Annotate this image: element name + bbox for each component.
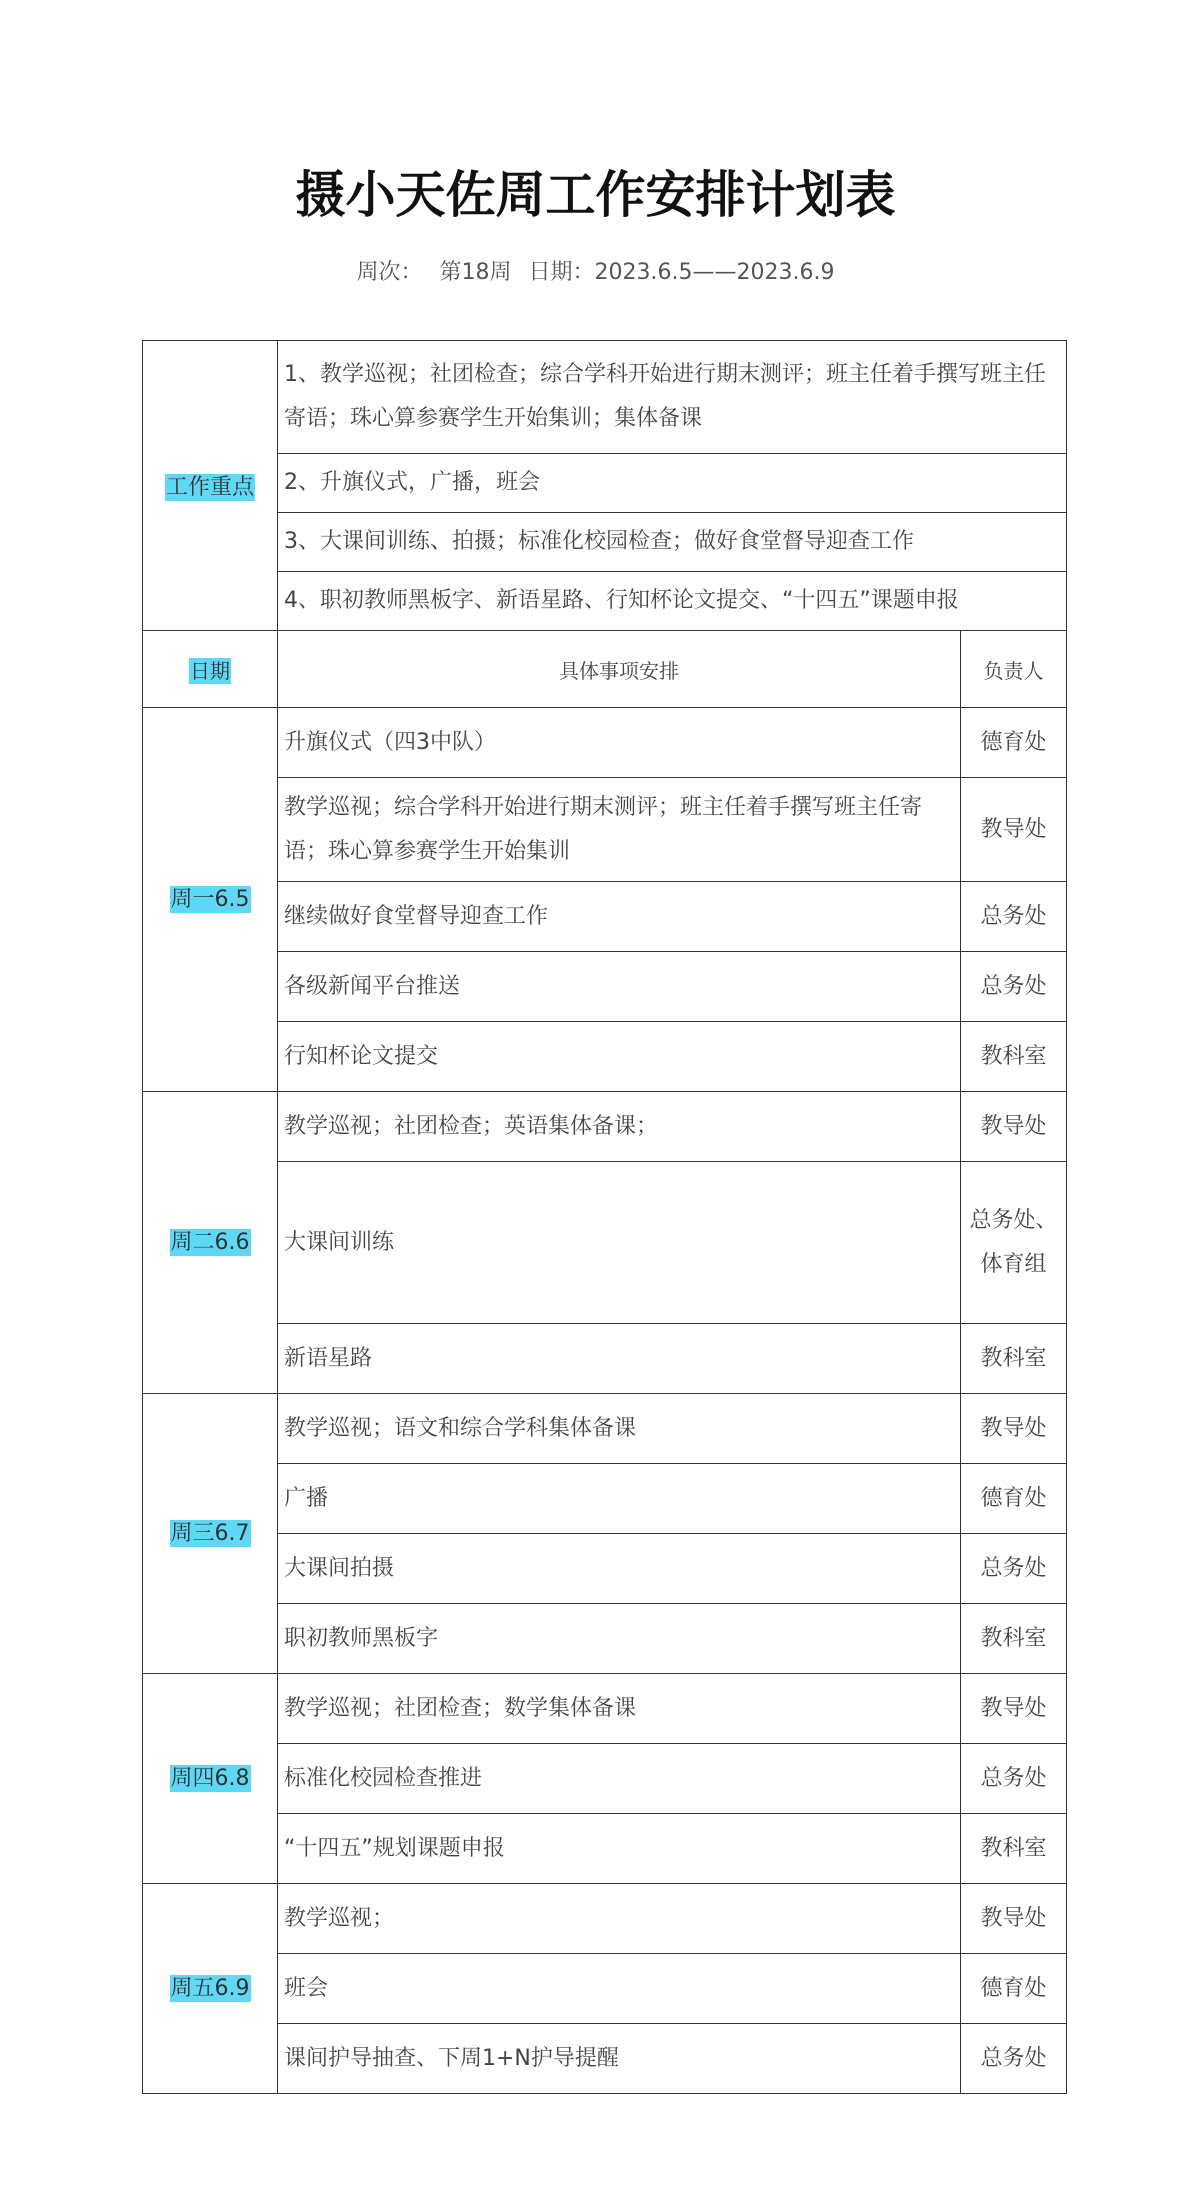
owner-cell: 教导处 <box>961 778 1067 882</box>
task-cell: 班会 <box>278 1954 961 2024</box>
date-header-label: 日期 <box>190 658 230 683</box>
day-cell <box>143 1674 278 1884</box>
table-row <box>143 1954 1067 2024</box>
owner-cell: 教科室 <box>961 1324 1067 1394</box>
task-cell: 教学巡视；社团检查；英语集体备课； <box>278 1092 961 1162</box>
table-row <box>143 1022 1067 1092</box>
task-cell: 新语星路 <box>278 1324 961 1394</box>
day-cell <box>143 1092 278 1394</box>
table-row <box>143 778 1067 882</box>
day-cell <box>143 1884 278 2094</box>
task-cell: 大课间拍摄 <box>278 1534 961 1604</box>
day-cell <box>143 1394 278 1674</box>
task-cell: 教学巡视；综合学科开始进行期末测评；班主任着手撰写班主任寄语；珠心算参赛学生开始集训 <box>278 778 961 882</box>
table-row <box>143 1674 1067 1744</box>
task-cell: 职初教师黑板字 <box>278 1604 961 1674</box>
task-cell: 各级新闻平台推送 <box>278 952 961 1022</box>
task-cell: 教学巡视； <box>278 1884 961 1954</box>
table-row <box>143 1162 1067 1324</box>
owner-cell: 总务处 <box>961 2024 1067 2094</box>
week-label: 周次： <box>356 260 423 285</box>
table-row <box>143 882 1067 952</box>
table-row <box>143 1604 1067 1674</box>
task-cell: 继续做好食堂督导迎查工作 <box>278 882 961 952</box>
focus-row <box>143 454 1067 513</box>
table-header-row <box>143 631 1067 708</box>
day-label: 周二6.6 <box>170 1229 250 1255</box>
owner-cell: 教科室 <box>961 1604 1067 1674</box>
task-cell: 大课间训练 <box>278 1162 961 1324</box>
day-label: 周一6.5 <box>170 886 250 912</box>
table-row <box>143 1534 1067 1604</box>
task-cell: 广播 <box>278 1464 961 1534</box>
focus-row <box>143 341 1067 454</box>
owner-cell: 教导处 <box>961 1394 1067 1464</box>
page-title: 摄小天佐周工作安排计划表 <box>295 166 896 224</box>
focus-label: 工作重点 <box>165 475 254 500</box>
date-label: 日期： <box>528 260 595 285</box>
task-cell: 行知杯论文提交 <box>278 1022 961 1092</box>
owner-cell: 总务处 <box>961 952 1067 1022</box>
task-header: 具体事项安排 <box>278 631 961 708</box>
focus-item: 4、职初教师黑板字、新语星路、行知杯论文提交、“十四五”课题申报 <box>278 572 1067 631</box>
day-label: 周四6.8 <box>170 1765 250 1791</box>
table-row <box>143 1814 1067 1884</box>
day-label: 周三6.7 <box>170 1520 250 1546</box>
table-row <box>143 708 1067 778</box>
task-cell: 教学巡视；社团检查；数学集体备课 <box>278 1674 961 1744</box>
table-row <box>143 1324 1067 1394</box>
owner-cell: 德育处 <box>961 1954 1067 2024</box>
owner-cell: 总务处 <box>961 1744 1067 1814</box>
focus-item: 3、大课间训练、拍摄；标准化校园检查；做好食堂督导迎查工作 <box>278 513 1067 572</box>
table-row <box>143 1394 1067 1464</box>
task-cell: 教学巡视；语文和综合学科集体备课 <box>278 1394 961 1464</box>
table-row <box>143 952 1067 1022</box>
day-cell <box>143 708 278 1092</box>
focus-row <box>143 513 1067 572</box>
owner-cell: 德育处 <box>961 1464 1067 1534</box>
owner-cell: 教导处 <box>961 1884 1067 1954</box>
owner-cell: 德育处 <box>961 708 1067 778</box>
table-row <box>143 1744 1067 1814</box>
owner-cell: 总务处 <box>961 882 1067 952</box>
owner-cell: 教导处 <box>961 1674 1067 1744</box>
table-row <box>143 2024 1067 2094</box>
table-row <box>143 1464 1067 1534</box>
task-cell: 升旗仪式（四3中队） <box>278 708 961 778</box>
focus-item: 2、升旗仪式，广播，班会 <box>278 454 1067 513</box>
focus-row <box>143 572 1067 631</box>
day-label: 周五6.9 <box>170 1975 250 2001</box>
focus-label-cell <box>143 341 278 631</box>
task-cell: “十四五”规划课题申报 <box>278 1814 961 1884</box>
owner-cell: 教科室 <box>961 1022 1067 1092</box>
schedule-table <box>142 340 1067 2094</box>
date-header <box>143 631 278 708</box>
date-value: 2023.6.5——2023.6.9 <box>594 260 835 285</box>
owner-header: 负责人 <box>961 631 1067 708</box>
task-cell: 课间护导抽查、下周1+N护导提醒 <box>278 2024 961 2094</box>
owner-cell: 教导处 <box>961 1092 1067 1162</box>
owner-cell: 总务处、体育组 <box>961 1162 1067 1324</box>
week-info <box>0 258 1191 288</box>
table-row <box>143 1884 1067 1954</box>
task-cell: 标准化校园检查推进 <box>278 1744 961 1814</box>
owner-cell: 教科室 <box>961 1814 1067 1884</box>
table-row <box>143 1092 1067 1162</box>
focus-item: 1、教学巡视；社团检查；综合学科开始进行期末测评；班主任着手撰写班主任寄语；珠心算参赛学生开始集训；集体备课 <box>278 341 1067 454</box>
owner-cell: 总务处 <box>961 1534 1067 1604</box>
week-value: 第18周 <box>439 260 512 285</box>
